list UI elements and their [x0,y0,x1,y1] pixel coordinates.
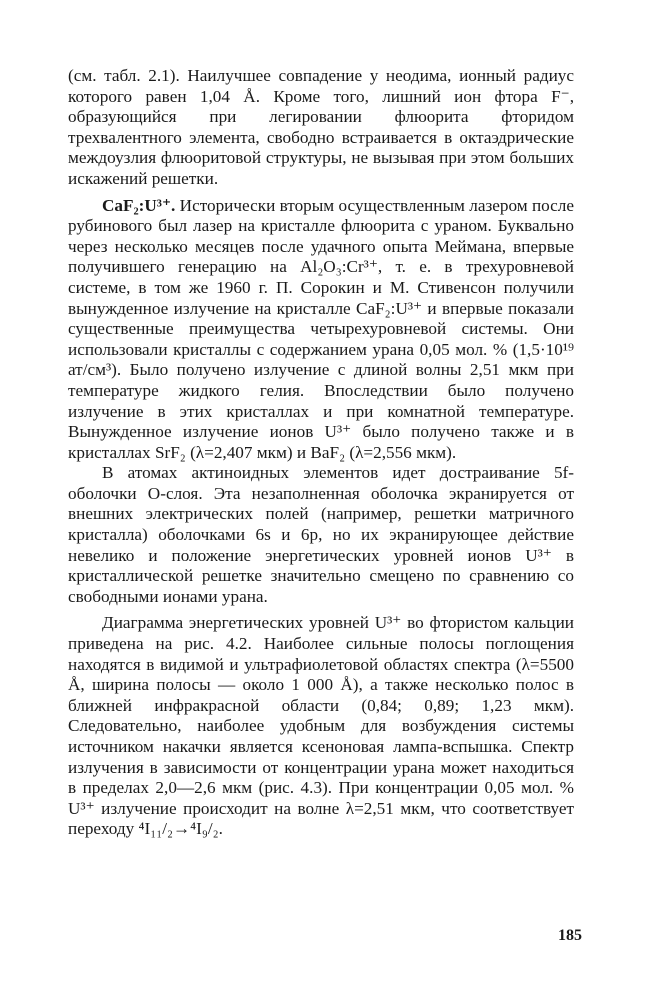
section-heading-caf2-u3: CaF₂:U³⁺. [102,195,176,215]
paragraph-4: Диаграмма энергетических уровней U³⁺ во фтористом кальции приведена на рис. 4.2. Наиболее сильные полосы поглощения находятся в видимой и ультрафиолетовой областях спектра (λ=5500 Å, ширина полосы — около 1 000 Å), а также несколько полос в ближней инфракрасной области (0,84; 0,89; 1,23 мкм). Следовательно, наиболее удобным для возбуждения системы источником накачки является ксеноновая лампа-вспышка. Спектр излучения в зависимости от концентрации урана может находиться в пределах 2,0—2,6 мкм (рис. 4.3). При концентрации 0,05 мол. % U³⁺ излучение происходит на волне λ=2,51 мкм, что соответствует переходу ⁴I₁₁/₂→⁴I₉/₂. [68,613,574,839]
paragraph-2-body: Исторически вторым осуществленным лазером после рубинового был лазер на кристалле флюорита с ураном. Буквально через несколько месяцев после удачного опыта Меймана, впервые получившего генерацию на Al₂O₃:Cr³⁺, т. е. в трехуровневой системе, в том же 1960 г. П. Сорокин и М. Стивенсон получили вынужденное излучение на кристалле CaF₂:U³⁺ и впервые показали существенные преимущества четырехуровневой системы. Они использовали кристаллы с содержанием урана 0,05 мол. % (1,5·10¹⁹ ат/см³). Было получено излучение с длиной волны 2,51 мкм при температуре жидкого гелия. Впоследствии было получено излучение в этих кристаллах и при комнатной температуре. Вынужденное излучение ионов U³⁺ было получено также и в кристаллах SrF₂ (λ=2,407 мкм) и BaF₂ (λ=2,556 мкм). [68,195,574,462]
paragraph-3: В атомах актиноидных элементов идет достраивание 5f-оболочки O-слоя. Эта незаполненная оболочка экранируется от внешних электрических полей (например, решетки матричного кристалла) оболочками 6s и 6p, но их экранирующее действие невелико и положение энергетических уровней ионов U³⁺ в кристаллической решетке значительно смещено по сравнению со свободными ионами урана. [68,463,574,606]
page-number: 185 [558,927,582,944]
paragraph-2 [68,196,574,464]
paragraph-1: (см. табл. 2.1). Наилучшее совпадение у неодима, ионный радиус которого равен 1,04 Å. Кроме того, лишний ион фтора F⁻, образующийся при легировании флюорита фторидом трехвалентного элемента, свободно встраивается в октаэдрические междоузлия флюоритовой структуры, не вызывая при этом больших искажений решетки. [68,66,574,188]
page-text [68,66,574,976]
